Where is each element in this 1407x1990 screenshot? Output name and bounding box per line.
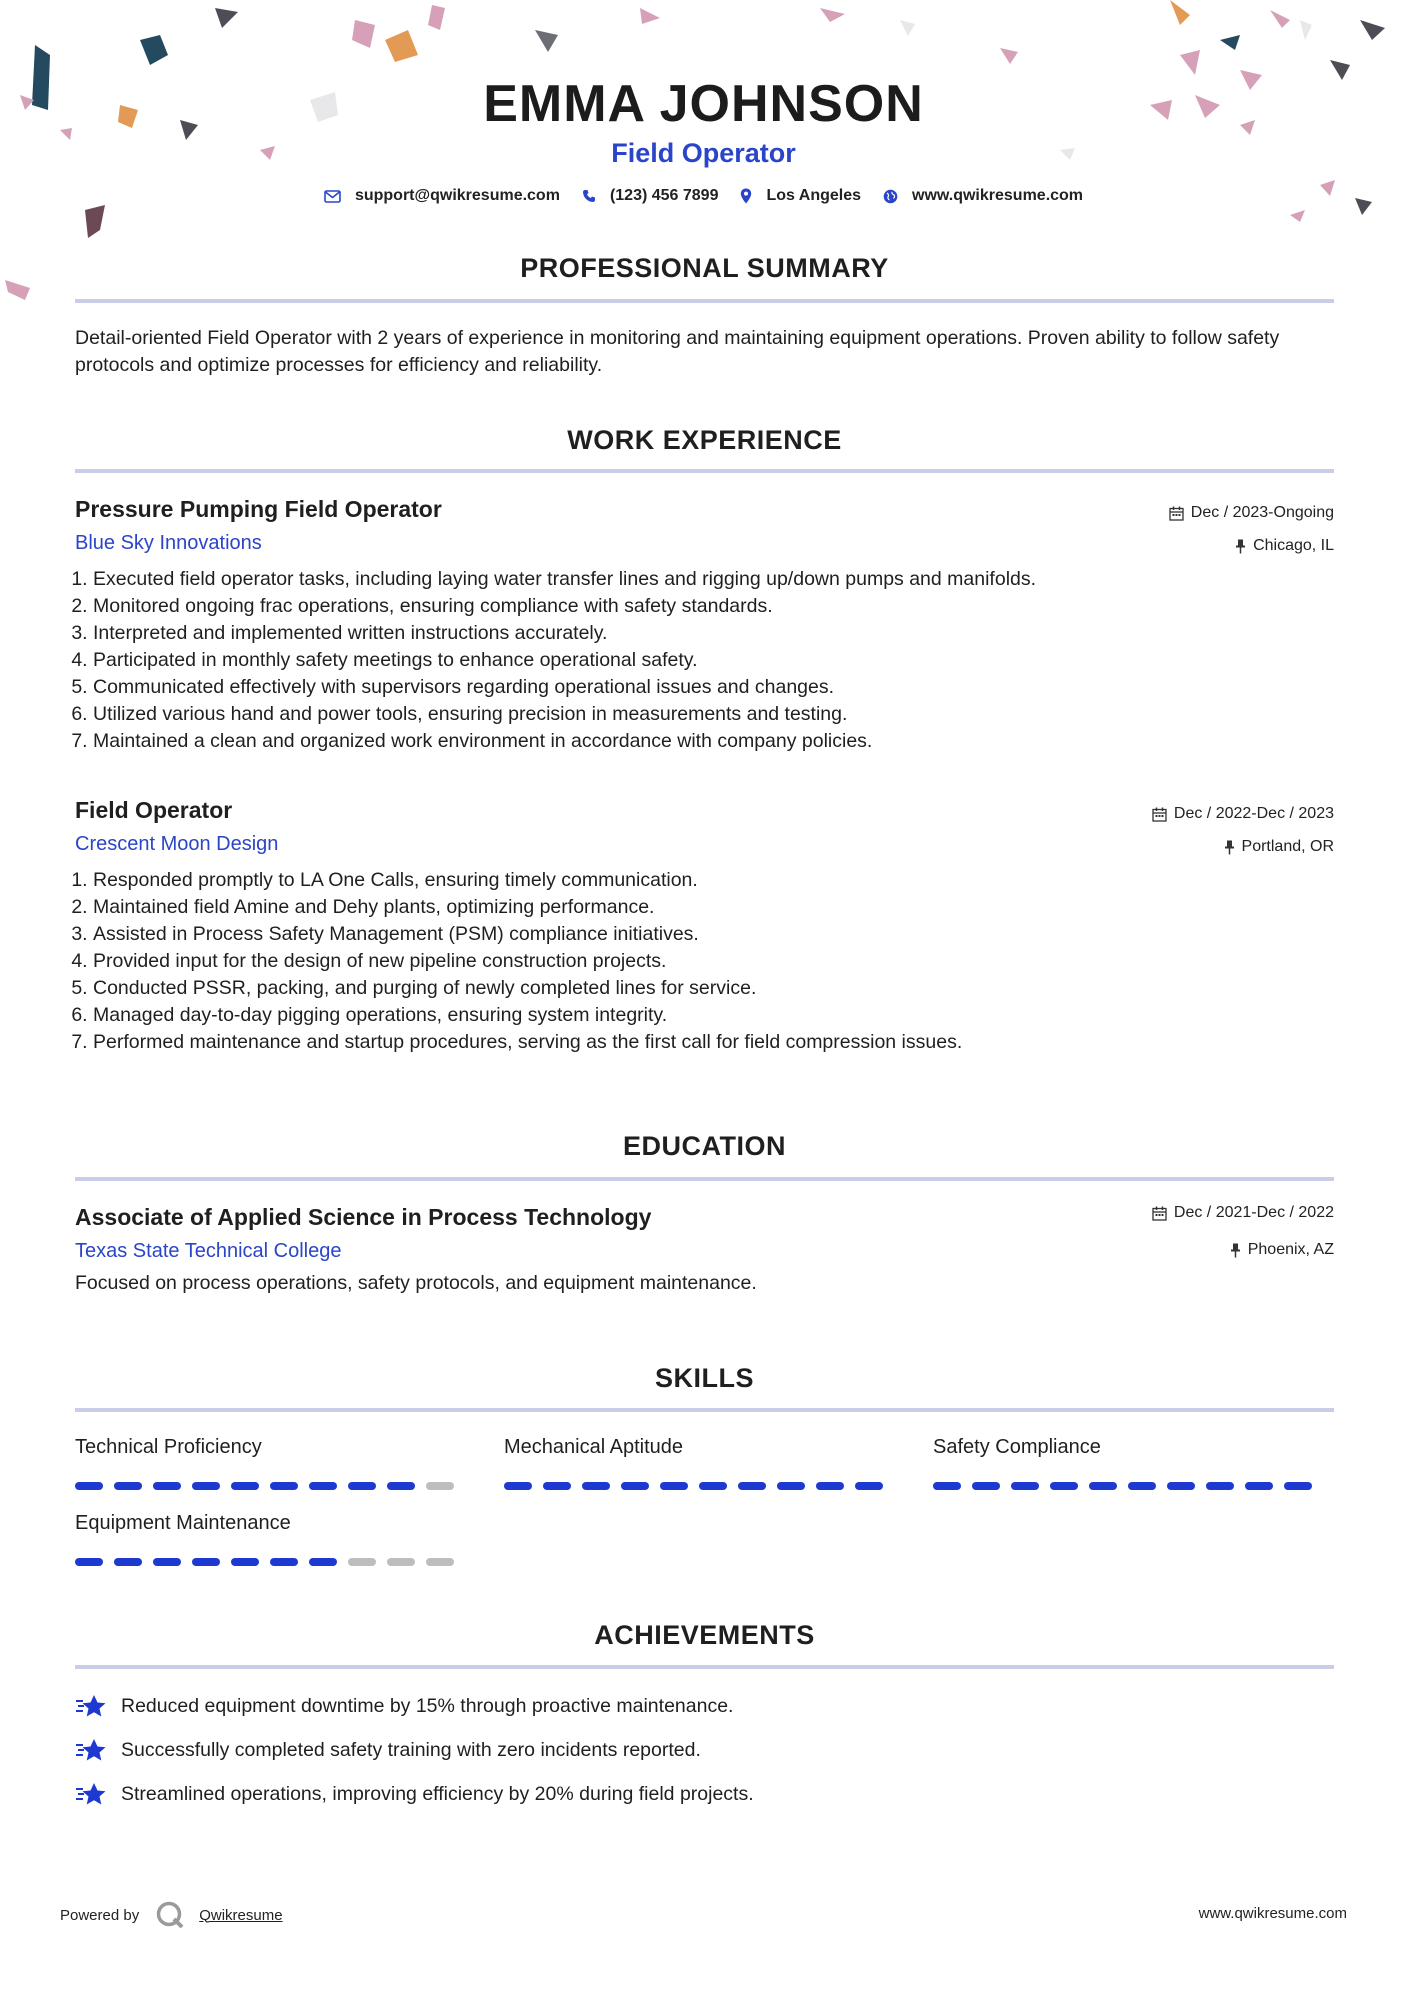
envelope-icon bbox=[324, 190, 341, 203]
skill-item bbox=[504, 1434, 894, 1460]
skill-dash-filled bbox=[777, 1482, 805, 1490]
summary-text: Detail-oriented Field Operator with 2 years of experience in monitoring and maintaining equipment operations. Proven ability to follow safety protocols and optimize processes for efficiency and reliability. bbox=[75, 327, 1280, 376]
skill-name: Safety Compliance bbox=[933, 1436, 1101, 1458]
resume-header bbox=[0, 72, 1407, 169]
skill-dash-filled bbox=[270, 1558, 298, 1566]
skill-dash-empty bbox=[387, 1558, 415, 1566]
skill-dash-filled bbox=[504, 1482, 532, 1490]
skill-dash-filled bbox=[348, 1482, 376, 1490]
list-item: 3. Interpreted and implemented written instructions accurately. bbox=[93, 620, 1334, 647]
list-item: 5. Communicated effectively with supervisors regarding operational issues and changes. bbox=[93, 674, 1334, 701]
skill-dash-filled bbox=[816, 1482, 844, 1490]
list-item: 7. Maintained a clean and organized work environment in accordance with company policies. bbox=[93, 728, 1334, 755]
skill-dash-filled bbox=[972, 1482, 1000, 1490]
skill-name: Equipment Maintenance bbox=[75, 1512, 291, 1534]
section-divider bbox=[75, 1177, 1334, 1181]
list-item: 5. Conducted PSSR, packing, and purging of newly completed lines for service. bbox=[93, 975, 1334, 1002]
list-item: 2. Maintained field Amine and Dehy plants, optimizing performance. bbox=[93, 894, 1334, 921]
job-company: Crescent Moon Design bbox=[75, 833, 279, 855]
section-divider bbox=[75, 469, 1334, 473]
achievement-text: Reduced equipment downtime by 15% through proactive maintenance. bbox=[121, 1694, 734, 1717]
calendar-icon bbox=[1152, 807, 1167, 822]
pin-icon bbox=[1235, 539, 1246, 554]
skill-dash-filled bbox=[114, 1482, 142, 1490]
job-title: Field Operator bbox=[75, 797, 233, 823]
education-location: Phoenix, AZ bbox=[1230, 1241, 1334, 1259]
section-title-skills: SKILLS bbox=[654, 1363, 754, 1393]
skill-dash-filled bbox=[933, 1482, 961, 1490]
skill-dash-filled bbox=[153, 1558, 181, 1566]
map-pin-icon bbox=[740, 188, 752, 204]
job-dates: Dec / 2023-Ongoing bbox=[1169, 504, 1334, 522]
education-description: Focused on process operations, safety protocols, and equipment maintenance. bbox=[75, 1272, 757, 1294]
skill-name: Technical Proficiency bbox=[75, 1436, 262, 1458]
skill-dash-filled bbox=[1206, 1482, 1234, 1490]
skill-dash-filled bbox=[114, 1558, 142, 1566]
calendar-icon bbox=[1169, 506, 1184, 521]
skill-dash-filled bbox=[699, 1482, 727, 1490]
skill-dash-empty bbox=[348, 1558, 376, 1566]
experience-item bbox=[75, 795, 1334, 1056]
job-dates: Dec / 2022-Dec / 2023 bbox=[1152, 805, 1334, 823]
skill-dash-filled bbox=[231, 1558, 259, 1566]
globe-icon bbox=[883, 189, 898, 204]
skill-dash-filled bbox=[1050, 1482, 1078, 1490]
list-item: 3. Assisted in Process Safety Management (PSM) compliance initiatives. bbox=[93, 921, 1334, 948]
section-title-education: EDUCATION bbox=[623, 1131, 786, 1161]
list-item: 6. Managed day-to-day pigging operations, ensuring system integrity. bbox=[93, 1002, 1334, 1029]
list-item: 7. Performed maintenance and startup procedures, serving as the first call for field compression issues. bbox=[93, 1029, 1334, 1056]
skill-dash-filled bbox=[231, 1482, 259, 1490]
section-title-experience: WORK EXPERIENCE bbox=[567, 425, 842, 455]
skill-dash-filled bbox=[1167, 1482, 1195, 1490]
job-bullets bbox=[75, 566, 1334, 755]
phone-icon bbox=[582, 189, 596, 203]
list-item: 4. Participated in monthly safety meetings to enhance operational safety. bbox=[93, 647, 1334, 674]
contact-website[interactable] bbox=[883, 187, 1083, 205]
contact-bar bbox=[0, 187, 1407, 205]
skill-name: Mechanical Aptitude bbox=[504, 1436, 684, 1458]
achievement-text: Successfully completed safety training with zero incidents reported. bbox=[121, 1738, 701, 1761]
location-text: Los Angeles bbox=[766, 187, 862, 204]
section-title-achievements: ACHIEVEMENTS bbox=[594, 1620, 815, 1650]
pin-icon bbox=[1230, 1243, 1241, 1258]
job-location: Portland, OR bbox=[1224, 838, 1334, 856]
achievement-text: Streamlined operations, improving efficiency by 20% during field projects. bbox=[121, 1782, 754, 1805]
skill-dash-filled bbox=[192, 1482, 220, 1490]
star-icon bbox=[75, 1736, 107, 1764]
education-dates: Dec / 2021-Dec / 2022 bbox=[1152, 1204, 1334, 1222]
section-divider bbox=[75, 299, 1334, 303]
contact-location bbox=[740, 187, 861, 205]
list-item: 1. Responded promptly to LA One Calls, ensuring timely communication. bbox=[93, 867, 1334, 894]
skill-dash-filled bbox=[75, 1482, 103, 1490]
footer-powered-by bbox=[60, 1900, 283, 1930]
education-item bbox=[75, 1202, 1334, 1297]
job-title: Pressure Pumping Field Operator bbox=[75, 496, 442, 522]
qwikresume-logo-icon bbox=[155, 1900, 185, 1930]
skill-dash-filled bbox=[1011, 1482, 1039, 1490]
powered-by-label: Powered by bbox=[60, 1906, 140, 1924]
skill-dash-filled bbox=[738, 1482, 766, 1490]
skill-dash-filled bbox=[309, 1558, 337, 1566]
pin-icon bbox=[1224, 840, 1235, 855]
skill-dash-empty bbox=[426, 1558, 454, 1566]
star-icon bbox=[75, 1780, 107, 1808]
email-text: support@qwikresume.com bbox=[354, 187, 560, 204]
skill-dash-filled bbox=[309, 1482, 337, 1490]
star-icon bbox=[75, 1692, 107, 1720]
footer-url[interactable]: www.qwikresume.com bbox=[1198, 1905, 1347, 1922]
section-divider bbox=[75, 1408, 1334, 1412]
degree-title: Associate of Applied Science in Process Technology bbox=[75, 1204, 652, 1230]
job-company: Blue Sky Innovations bbox=[75, 532, 262, 554]
job-location: Chicago, IL bbox=[1235, 537, 1334, 555]
skill-dash-filled bbox=[270, 1482, 298, 1490]
qwikresume-link[interactable]: Qwikresume bbox=[199, 1906, 283, 1924]
skill-dash-filled bbox=[387, 1482, 415, 1490]
skill-dash-filled bbox=[192, 1558, 220, 1566]
skill-item bbox=[933, 1434, 1323, 1460]
list-item: 4. Provided input for the design of new pipeline construction projects. bbox=[93, 948, 1334, 975]
skill-dash-filled bbox=[1284, 1482, 1312, 1490]
skill-dash-filled bbox=[660, 1482, 688, 1490]
contact-phone[interactable] bbox=[582, 187, 719, 205]
skill-dash-filled bbox=[1245, 1482, 1273, 1490]
list-item: 2. Monitored ongoing frac operations, ensuring compliance with safety standards. bbox=[93, 593, 1334, 620]
skill-item bbox=[75, 1510, 465, 1536]
skill-dash-filled bbox=[1128, 1482, 1156, 1490]
achievement-item bbox=[75, 1780, 754, 1808]
skill-dash-filled bbox=[153, 1482, 181, 1490]
skill-dash-filled bbox=[855, 1482, 883, 1490]
skill-dash-filled bbox=[75, 1558, 103, 1566]
skill-dash-filled bbox=[543, 1482, 571, 1490]
section-title-summary: PROFESSIONAL SUMMARY bbox=[520, 253, 889, 283]
website-text: www.qwikresume.com bbox=[912, 187, 1084, 204]
skill-dash-filled bbox=[1089, 1482, 1117, 1490]
skill-dash-filled bbox=[582, 1482, 610, 1490]
candidate-name: EMMA JOHNSON bbox=[483, 75, 924, 133]
skill-dash-empty bbox=[426, 1482, 454, 1490]
achievement-item bbox=[75, 1692, 733, 1720]
calendar-icon bbox=[1152, 1206, 1167, 1221]
skill-item bbox=[75, 1434, 465, 1460]
job-bullets bbox=[75, 867, 1334, 1056]
candidate-title: Field Operator bbox=[611, 138, 796, 168]
section-divider bbox=[75, 1665, 1334, 1669]
experience-item bbox=[75, 494, 1334, 755]
contact-email[interactable] bbox=[324, 187, 560, 205]
list-item: 1. Executed field operator tasks, including laying water transfer lines and rigging up/down pumps and manifolds. bbox=[93, 566, 1334, 593]
achievement-item bbox=[75, 1736, 701, 1764]
skill-dash-filled bbox=[621, 1482, 649, 1490]
list-item: 6. Utilized various hand and power tools, ensuring precision in measurements and testing. bbox=[93, 701, 1334, 728]
phone-text: (123) 456 7899 bbox=[609, 187, 719, 204]
school-name: Texas State Technical College bbox=[75, 1240, 342, 1262]
